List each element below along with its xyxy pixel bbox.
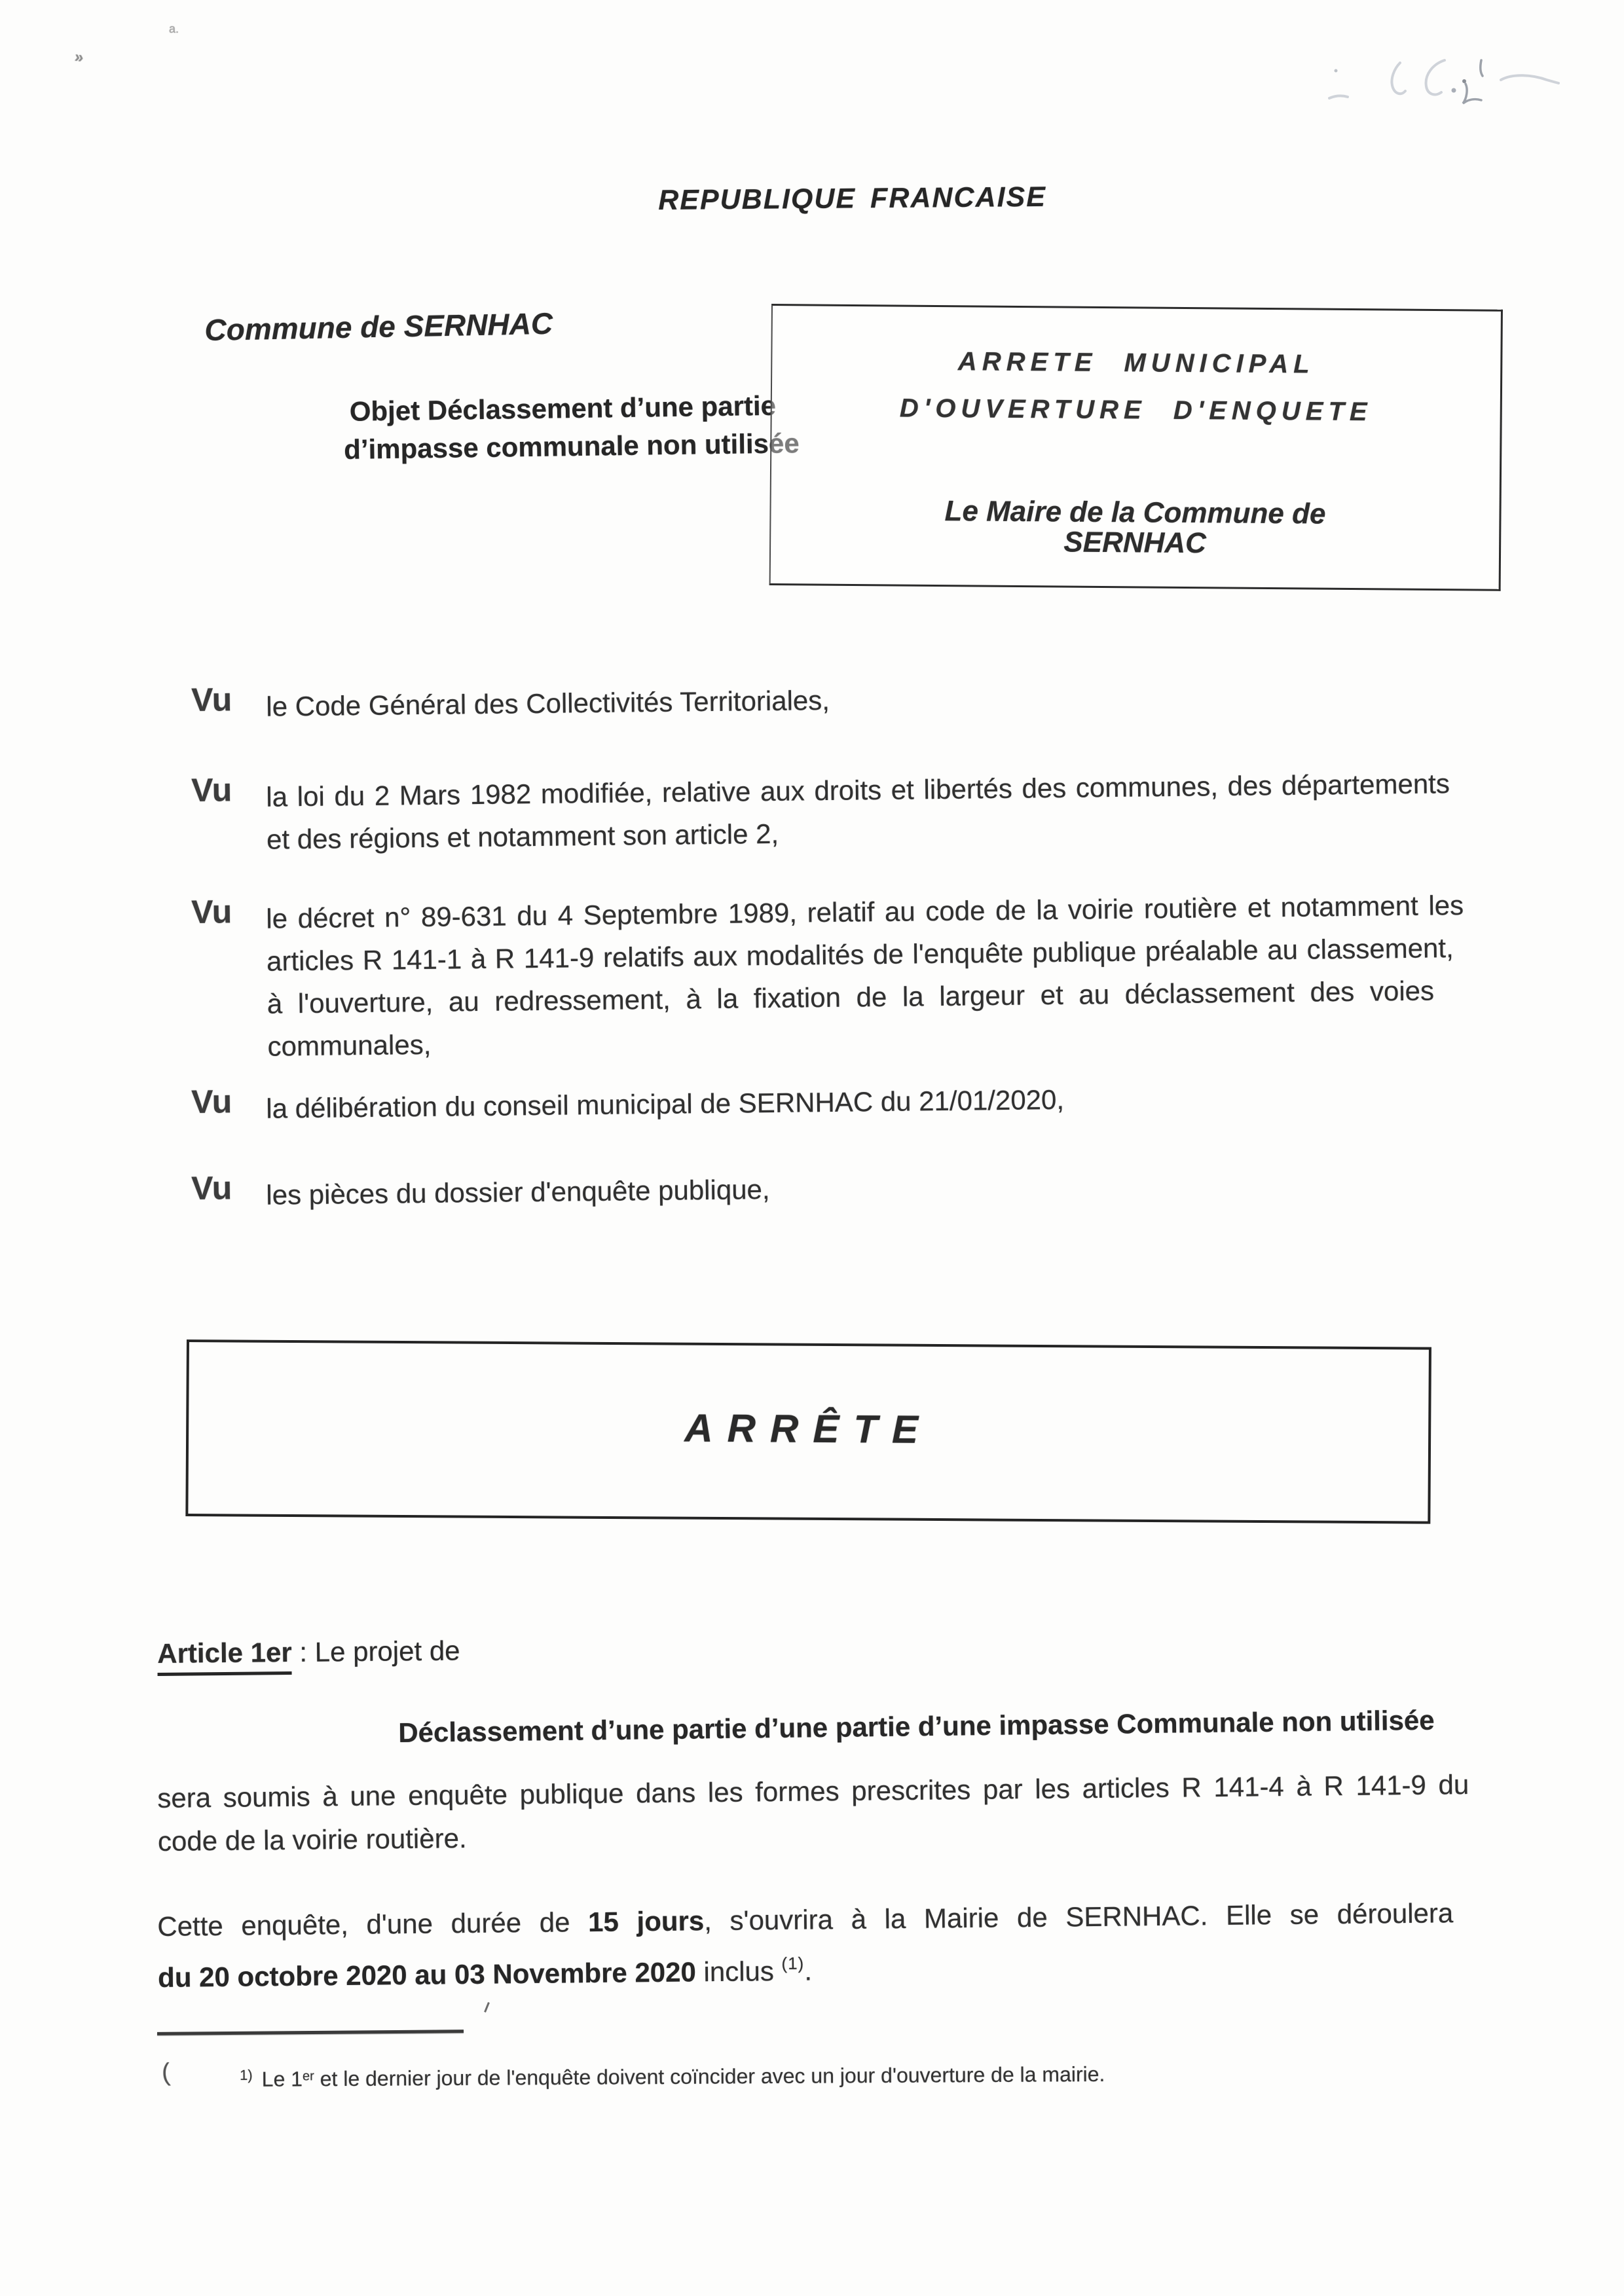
article-1-label: Article 1er	[157, 1635, 292, 1676]
objet-line-2: d’impasse communale non utilisée	[343, 428, 800, 465]
stray-parenthesis: (	[160, 2058, 172, 2087]
vu-item-2	[191, 762, 1455, 855]
project-title: Déclassement d’une partie d’une partie d’une impasse Communale non utilisée	[398, 1704, 1435, 1748]
article-1-paragraph-2	[157, 1891, 1457, 1999]
vu-text-line: articles R 141-1 à R 141-9 relatifs aux modalités de l'enquête publique préalable au classement,	[266, 932, 1454, 977]
vu-text-line: le décret n° 89-631 du 4 Septembre 1989, relatif au code de la voirie routière et notamment les	[266, 889, 1464, 934]
stray-mark	[484, 2002, 490, 2013]
objet-line-1: Objet Déclassement d’une partie	[349, 390, 777, 427]
objet-block	[343, 387, 800, 469]
footnote-body: Le 1	[261, 2067, 303, 2091]
vu-item-1	[191, 672, 1455, 722]
enquete-text: .	[804, 1955, 813, 1986]
arrete-title: ARRÊTE	[684, 1406, 933, 1451]
box-subtitle-line-2: SERNHAC	[1063, 526, 1207, 560]
vu-text-line: communales,	[267, 1029, 432, 1062]
vu-text-line: à l'ouverture, au redressement, à la fixation de la largeur et au déclassement des voies	[267, 975, 1435, 1019]
handwritten-scribble	[1316, 41, 1604, 126]
vu-item-5	[191, 1160, 1455, 1211]
vu-text-line: les pièces du dossier d'enquête publique,	[266, 1173, 770, 1211]
republic-title: REPUBLIQUE FRANCAISE	[658, 181, 1047, 216]
footnote-separator	[157, 2030, 464, 2035]
footnote-body: et le dernier jour de l'enquête doivent coïncider avec un jour d'ouverture de la mairie.	[314, 2062, 1105, 2091]
duration-bold: 15 jours	[587, 1905, 705, 1938]
vu-label: Vu	[191, 893, 232, 930]
footnote-ordinal-sup: er	[302, 2069, 314, 2084]
paragraph-line: code de la voirie routière.	[157, 1823, 467, 1857]
vu-label: Vu	[191, 681, 232, 718]
enquete-text: Cette enquête, d'une durée de	[157, 1906, 589, 1942]
article-1-intro	[157, 1634, 460, 1676]
box-title-line-1: ARRETE MUNICIPAL	[957, 347, 1315, 379]
article-1-paragraph-1	[157, 1763, 1469, 1863]
footnote-marker: 1)	[240, 2066, 253, 2083]
article-1-intro-text: : Le projet de	[291, 1635, 460, 1668]
enquete-text: , s'ouvrira à la Mairie de SERNHAC. Elle se déroulera	[703, 1897, 1454, 1937]
paragraph-line: sera soumis à une enquête publique dans les formes prescrites par les articles R 141-4 à R 141-9 du	[157, 1769, 1469, 1813]
arrete-municipal-box	[769, 304, 1503, 591]
vu-label: Vu	[191, 1169, 232, 1207]
box-title-line-2: D'OUVERTURE D'ENQUETE	[899, 393, 1373, 427]
footnote-reference: (1)	[781, 1953, 805, 1974]
vu-item-4	[191, 1074, 1455, 1124]
vu-label: Vu	[191, 771, 232, 809]
vu-text-line: et des régions et notamment son article 2,	[266, 818, 779, 855]
commune-title: Commune de SERNHAC	[204, 306, 553, 347]
vu-item-3	[191, 884, 1464, 1062]
vu-label: Vu	[191, 1083, 232, 1120]
vu-text-line: la délibération du conseil municipal de SERNHAC du 21/01/2020,	[266, 1084, 1065, 1124]
footnote-text	[240, 2057, 1105, 2092]
vu-text-line: le Code Général des Collectivités Territoriales,	[266, 684, 830, 722]
scan-speck: »	[73, 48, 85, 67]
dates-bold: du 20 octobre 2020 au 03 Novembre 2020	[157, 1956, 697, 1993]
vu-text-line: la loi du 2 Mars 1982 modifiée, relative aux droits et libertés des communes, des départements	[266, 768, 1450, 812]
box-subtitle-line-1: Le Maire de la Commune de	[944, 495, 1326, 530]
scan-speck: a.	[169, 22, 179, 35]
arrete-section-box	[185, 1339, 1431, 1524]
enquete-text: inclus	[695, 1956, 782, 1988]
